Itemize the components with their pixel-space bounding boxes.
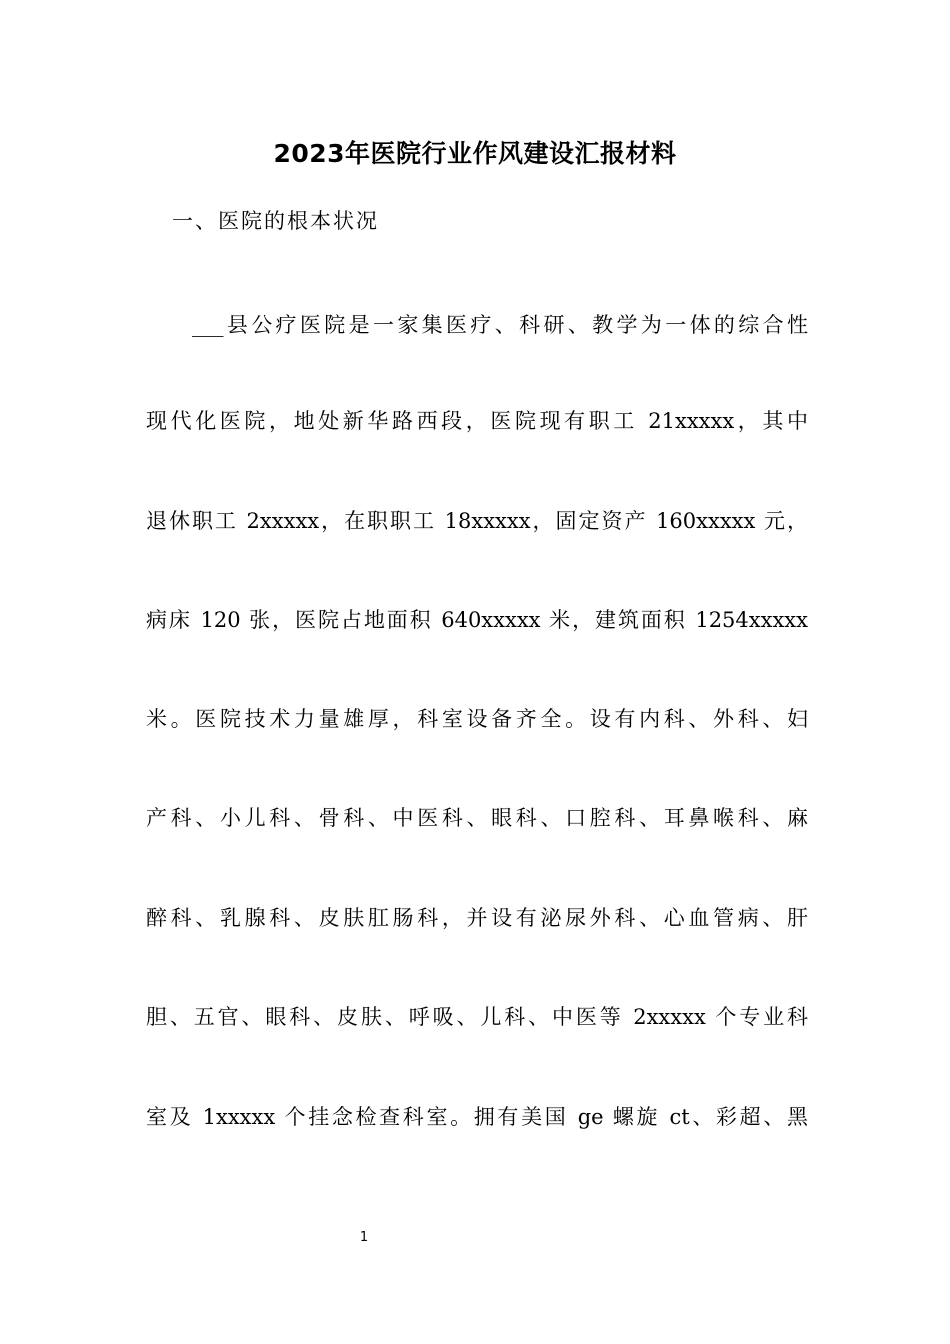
body-line: 病床 120 张，医院占地面积 640xxxxx 米，建筑面积 1254xxxxx	[146, 608, 808, 632]
body-line: ___县公疗医院是一家集医疗、科研、教学为一体的综合性	[192, 313, 808, 337]
body-line: 产科、小儿科、骨科、中医科、眼科、口腔科、耳鼻喉科、麻	[146, 806, 808, 830]
body-line: 醉科、乳腺科、皮肤肛肠科，并设有泌尿外科、心血管病、肝	[146, 906, 808, 930]
body-line: 米。医院技术力量雄厚，科室设备齐全。设有内科、外科、妇	[146, 707, 808, 731]
body-line: 胆、五官、眼科、皮肤、呼吸、儿科、中医等 2xxxxx 个专业科	[146, 1005, 808, 1029]
body-line: 退休职工 2xxxxx，在职职工 18xxxxx，固定资产 160xxxxx 元，	[146, 509, 808, 533]
section-heading: 一、医院的根本状况	[172, 209, 379, 233]
body-line: 室及 1xxxxx 个挂念检查科室。拥有美国 ge 螺旋 ct、彩超、黑	[146, 1105, 808, 1129]
page-number: 1	[359, 1230, 369, 1245]
body-line: 现代化医院，地处新华路西段，医院现有职工 21xxxxx，其中	[146, 409, 808, 433]
page-title: 2023年医院行业作风建设汇报材料	[273, 139, 677, 168]
